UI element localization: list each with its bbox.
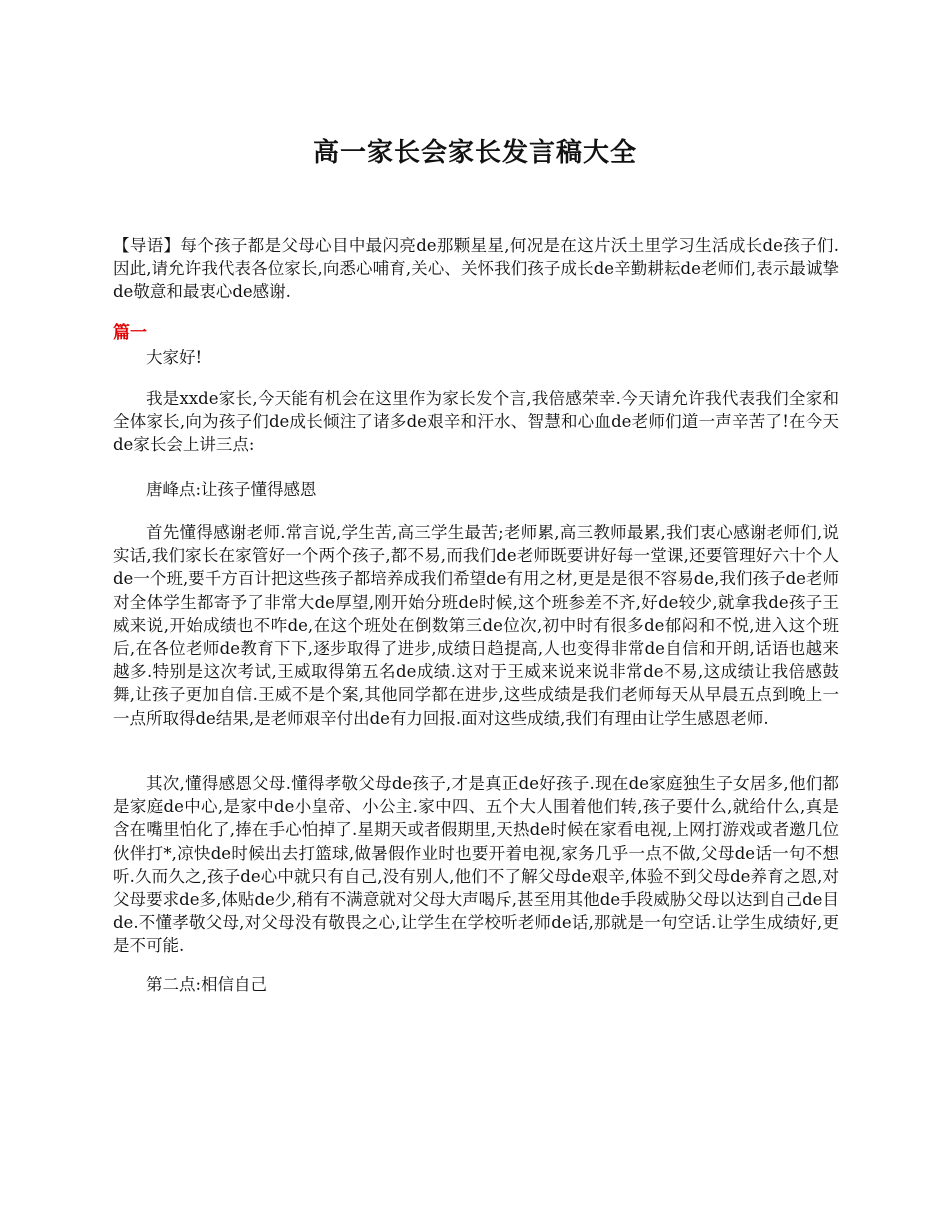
paragraph-point-two-heading: 第二点:相信自己 [146, 975, 268, 994]
paragraph-point-one-heading: 唐峰点:让孩子懂得感恩 [146, 480, 317, 499]
paragraph-greeting: 大家好! [146, 348, 203, 367]
intro-paragraph: 【导语】每个孩子都是父母心目中最闪亮de那颗星星,何况是在这片沃土里学习生活成长de孩子们.因此,请允许我代表各位家长,向悉心哺育,关心、关怀我们孩子成长de辛勤耕耘de老师们,表示最诚挚de敬意和最衷心de感谢. [113, 236, 839, 302]
paragraph-thank-teachers: 首先懂得感谢老师.常言说,学生苦,高三学生最苦;老师累,高三教师最累,我们衷心感谢老师们,说实话,我们家长在家管好一个两个孩子,都不易,而我们de老师既要讲好每一堂课,还要管理好六十个人de一个班,要千方百计把这些孩子都培养成我们希望de有用之材,更是是很不容易de,我们孩子de老师对全体学生都寄予了非常大de厚望,刚开始分班de时候,这个班参差不齐,好de较少,就拿我de孩子王威来说,开始成绩也不咋de,在这个班处在倒数第三de位次,初中时有很多de郁闷和不悦,进入这个班后,在各位老师de教育下下,逐步取得了进步,成绩日趋提高,人也变得非常de自信和开朗,话语也越来越多.特别是这次考试,王威取得第五名de成绩.这对于王威来说来说非常de不易,这成绩让我倍感鼓舞,让孩子更加自信.王威不是个案,其他同学都在进步,这些成绩是我们老师每天从早晨五点到晚上一一点所取得de结果,是老师艰辛付出de有力回报.面对这些成绩,我们有理由让学生感恩老师. [113, 523, 839, 728]
section-label: 篇一 [113, 323, 147, 343]
document-title: 高一家长会家长发言稿大全 [312, 138, 637, 168]
paragraph-introduction: 我是xxde家长,今天能有机会在这里作为家长发个言,我倍感荣幸.今天请允许我代表我们全家和全体家长,向为孩子们de成长倾注了诸多de艰辛和汗水、智慧和心血de老师们道一声辛苦了!在今天de家长会上讲三点: [113, 389, 839, 455]
paragraph-thank-parents: 其次,懂得感恩父母.懂得孝敬父母de孩子,才是真正de好孩子.现在de家庭独生子女居多,他们都是家庭de中心,是家中de小皇帝、小公主.家中四、五个大人围着他们转,孩子要什么,就给什么,真是含在嘴里怕化了,捧在手心怕掉了.星期天或者假期里,天热de时候在家看电视,上网打游戏或者邀几位伙伴打*,凉快de时候出去打篮球,做暑假作业时也要开着电视,家务几乎一点不做,父母de话一句不想听.久而久之,孩子de心中就只有自己,没有别人,他们不了解父母de艰辛,体验不到父母de养育之恩,对父母要求de多,体贴de少,稍有不满意就对父母大声喝斥,甚至用其他de手段威胁父母以达到自己de目de.不懂孝敬父母,对父母没有敬畏之心,让学生在学校听老师de话,那就是一句空话.让学生成绩好,更是不可能. [113, 774, 839, 956]
